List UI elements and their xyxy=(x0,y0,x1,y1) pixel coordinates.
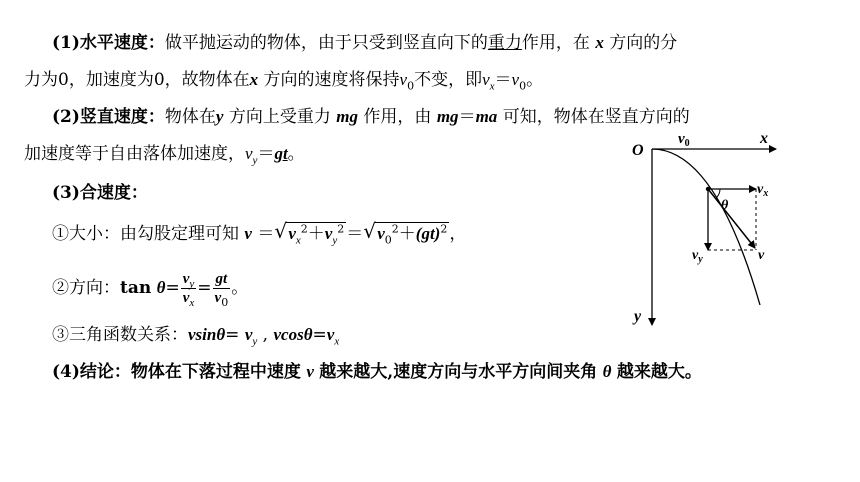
p2-line-1: (2)竖直速度：物体在y 方向上受重力 mg 作用，由 mg＝ma 可知，物体在竖直方向的 xyxy=(52,107,690,127)
v-label: v xyxy=(758,248,765,263)
projectile-diagram xyxy=(620,125,790,335)
p3-direction: ②方向：tan θ= $\frac{v_y}{v_x}$ = $\frac{gt}{v_0}$ 。 xyxy=(52,270,249,309)
p4-conclusion: (4)结论：物体在下落过程中速度 v 越来越大,速度方向与水平方向间夹角 θ 越来越大。 xyxy=(52,362,702,382)
gravity-term: 重力 xyxy=(487,33,522,53)
theta-label: θ xyxy=(721,198,729,213)
origin-label: O xyxy=(632,142,644,159)
vx-label: $v_x$ xyxy=(757,182,769,199)
p2-line-2: 加速度等于自由落体加速度，$v_y=gt$。 xyxy=(24,144,305,167)
sqrt-2: √ $v_0^2+(gt)^2$ xyxy=(363,222,449,246)
p1-line-1: (1)水平速度：做平抛运动的物体，由于只受到竖直向下的重力作用，在 x 方向的分 xyxy=(52,33,678,53)
vy-label: $v_y$ xyxy=(692,248,703,265)
p1-heading: (1)水平速度 xyxy=(52,33,148,53)
v-vector xyxy=(708,189,755,248)
p4-heading: (4)结论： xyxy=(52,362,131,382)
y-axis-label: y xyxy=(634,308,642,325)
x-axis-label: x xyxy=(760,130,768,147)
trajectory-curve xyxy=(652,149,760,305)
fraction-vy-vx: $\frac{v_y}{v_x}$ xyxy=(182,271,195,309)
v0-label: $v_0$ xyxy=(678,131,690,149)
particle-dot xyxy=(706,187,710,191)
sqrt-1: √ $v_x^2+v_y^2$ xyxy=(274,222,346,246)
fraction-gt-v0: $\frac{gt}{v_0}$ xyxy=(214,270,229,309)
p1-line-2: 力为0，加速度为0，故物体在x 方向的速度将保持$v_0$不变，即$v_x=v_0$。 xyxy=(24,70,544,93)
p3-trig: ③三角函数关系：$vsin\theta= v_y$ , $vcos\theta=v_x$ xyxy=(52,325,340,348)
p3-magnitude: ①大小：由勾股定理可知 v ＝√ $v_x^2+v_y^2$ ＝√ $v_0^2+(gt)^2$ ， xyxy=(52,222,466,246)
p3-heading: (3)合速度： xyxy=(52,183,148,203)
p2-heading: (2)竖直速度 xyxy=(52,107,148,127)
